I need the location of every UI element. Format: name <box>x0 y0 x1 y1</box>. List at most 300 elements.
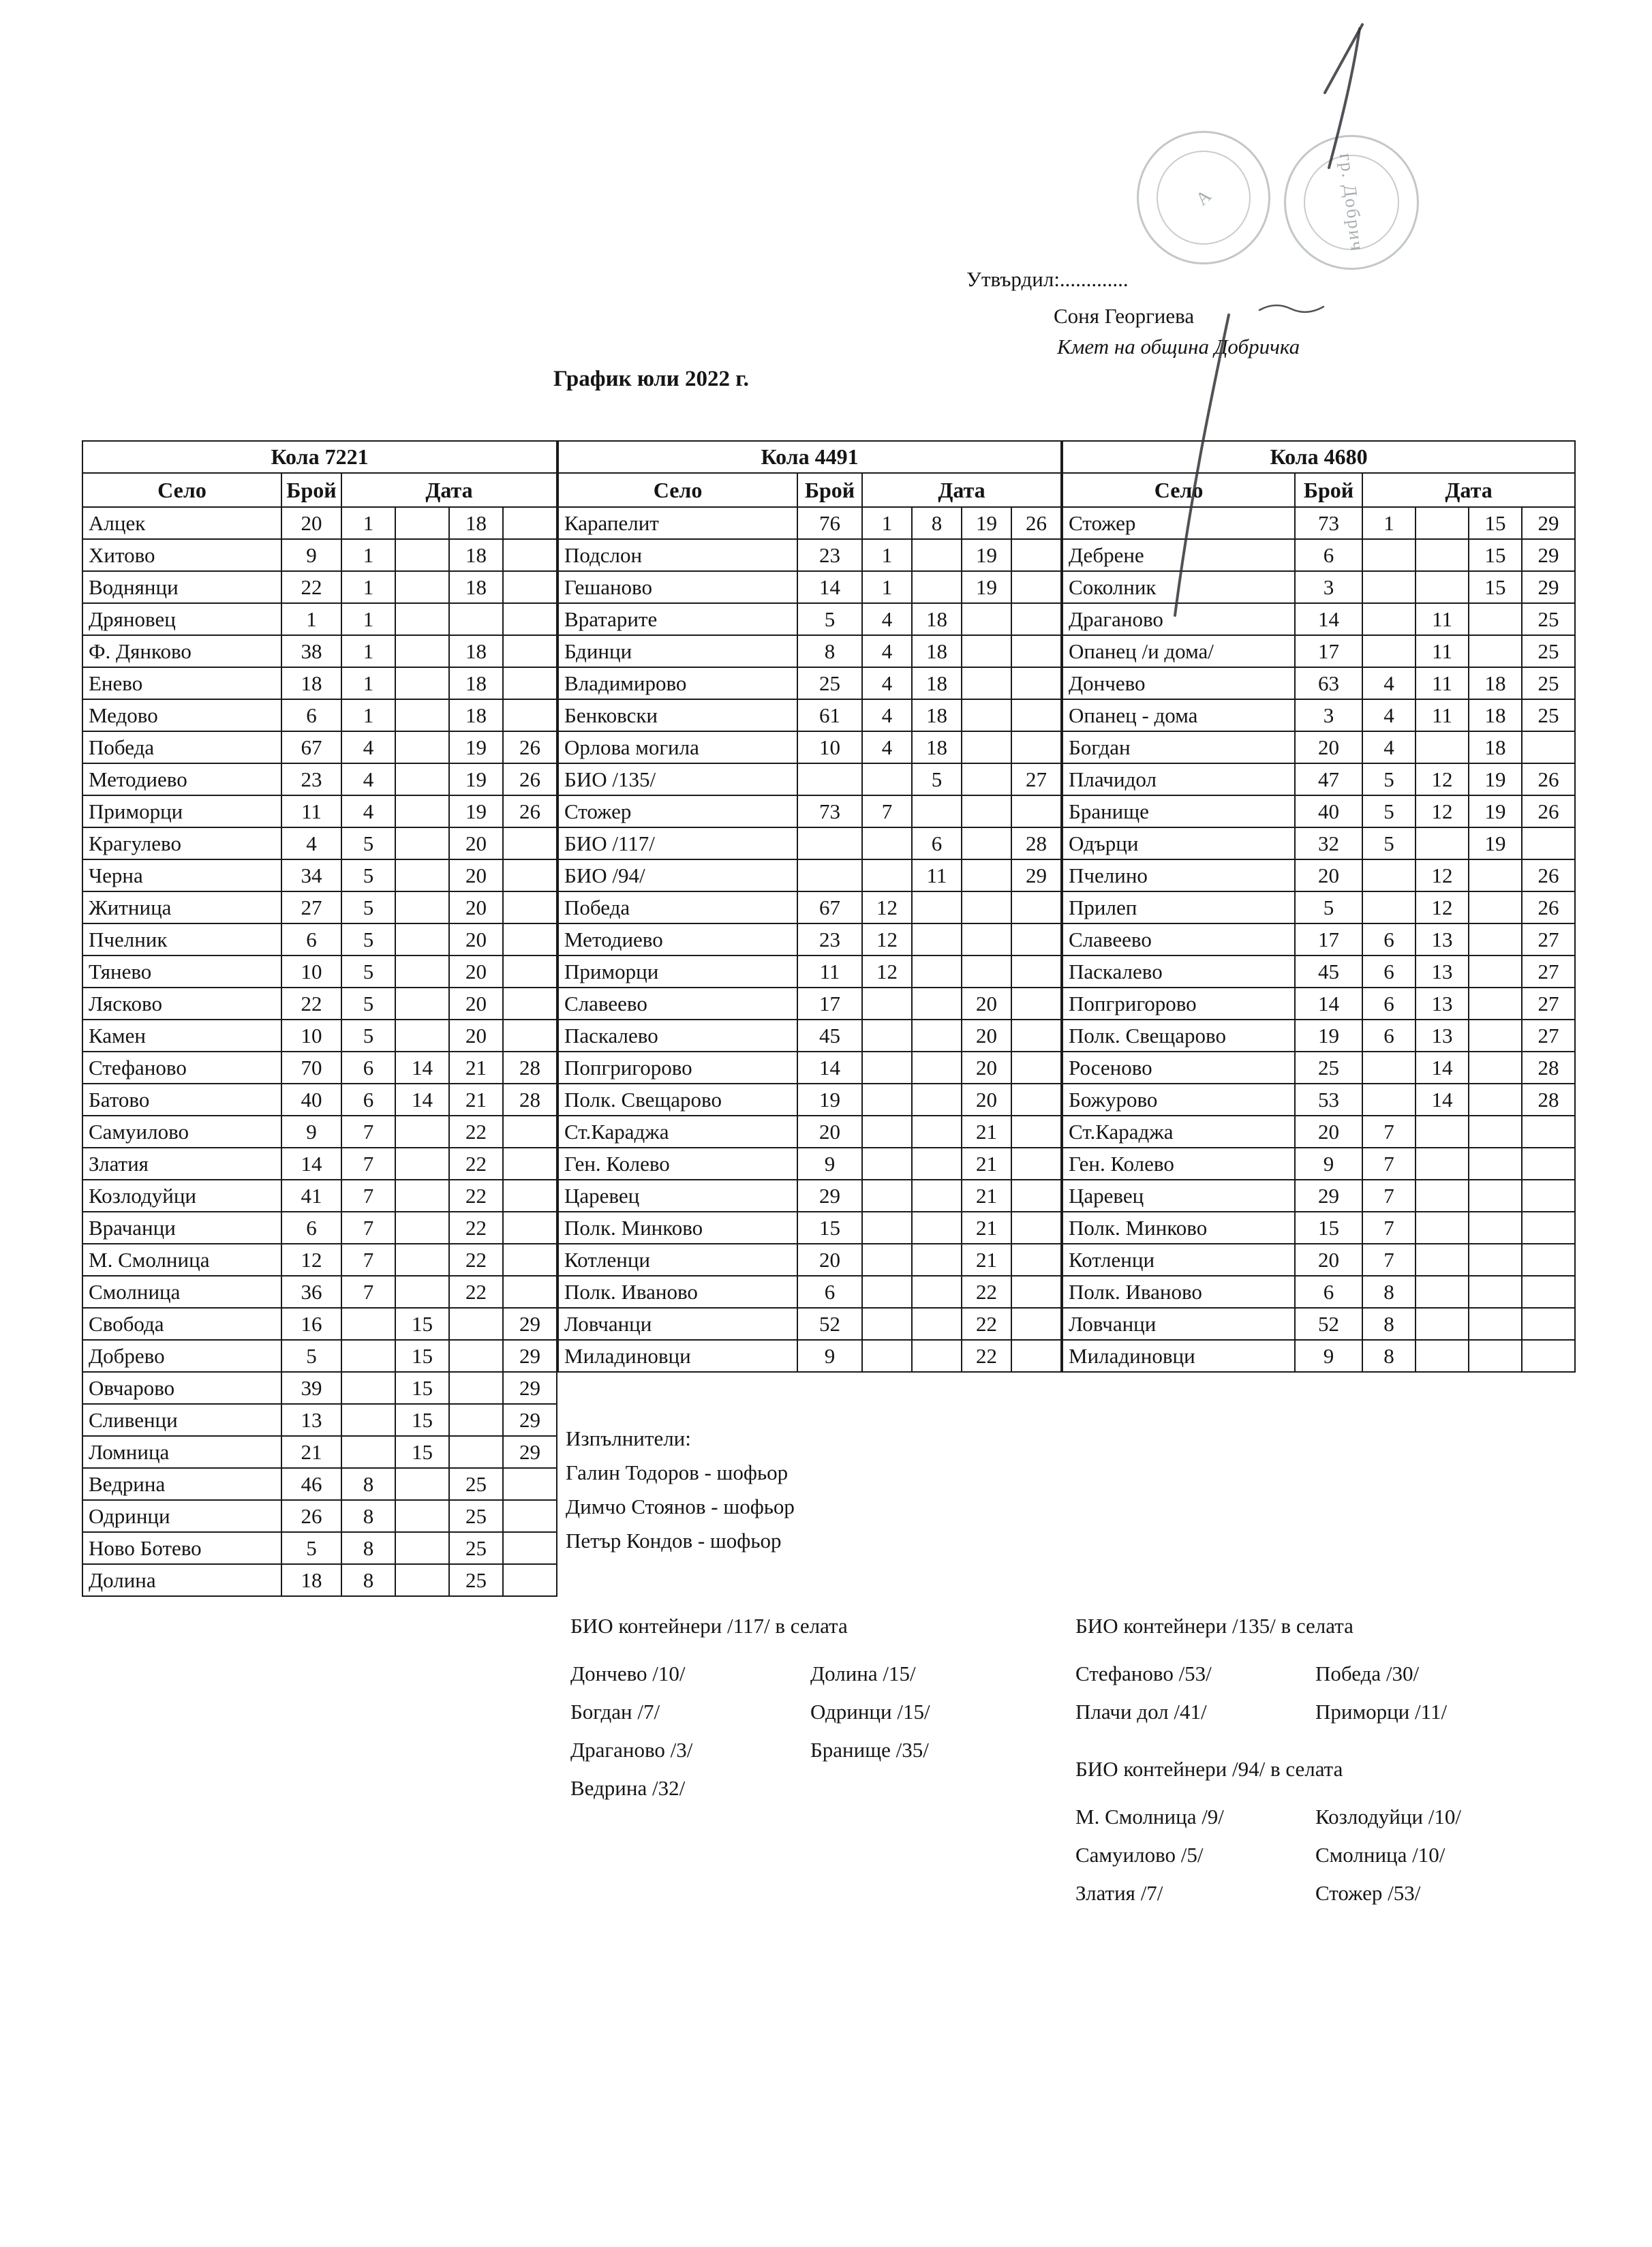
table-row <box>558 1084 1061 1116</box>
village-cell: Бдинци <box>558 635 797 667</box>
date-cell <box>449 1436 503 1468</box>
village-cell: Подслон <box>558 539 797 571</box>
count-cell: 10 <box>281 956 341 988</box>
table-row <box>82 1404 557 1436</box>
round-stamp-left <box>1137 131 1270 264</box>
date-cell: 18 <box>912 667 962 699</box>
date-cell: 21 <box>449 1084 503 1116</box>
stamp-left-text: А <box>1191 185 1215 210</box>
date-cell: 4 <box>1362 699 1416 731</box>
table-row <box>558 571 1061 603</box>
date-cell <box>1469 1052 1522 1084</box>
date-cell <box>1469 1020 1522 1052</box>
date-cell <box>912 1116 962 1148</box>
date-cell: 6 <box>1362 956 1416 988</box>
count-cell: 14 <box>797 571 862 603</box>
village-cell: Крагулево <box>82 827 281 859</box>
date-cell <box>1416 507 1469 539</box>
date-cell <box>862 1148 912 1180</box>
village-cell: Росеново <box>1062 1052 1295 1084</box>
bio-117-column-1 <box>570 1655 810 1807</box>
date-cell <box>395 827 449 859</box>
table-row <box>1062 699 1575 731</box>
village-cell: Драганово <box>1062 603 1295 635</box>
date-cell: 20 <box>962 1020 1011 1052</box>
date-cell: 20 <box>449 827 503 859</box>
executor-item: Димчо Стоянов - шофьор <box>566 1495 795 1518</box>
date-cell: 26 <box>1522 763 1575 795</box>
date-cell <box>395 1564 449 1596</box>
village-cell: Тянево <box>82 956 281 988</box>
date-cell: 4 <box>862 699 912 731</box>
date-cell: 18 <box>1469 731 1522 763</box>
table-row <box>558 603 1061 635</box>
count-cell: 23 <box>797 539 862 571</box>
count-cell: 18 <box>281 667 341 699</box>
village-cell: Добрево <box>82 1340 281 1372</box>
count-cell: 4 <box>281 827 341 859</box>
village-cell: Полк. Минково <box>1062 1212 1295 1244</box>
date-cell <box>962 731 1011 763</box>
date-cell: 19 <box>962 507 1011 539</box>
date-cell: 5 <box>341 1020 395 1052</box>
count-cell: 20 <box>1295 731 1362 763</box>
table-row <box>558 539 1061 571</box>
village-cell: Миладиновци <box>1062 1340 1295 1372</box>
count-cell: 17 <box>797 988 862 1020</box>
count-cell: 23 <box>281 763 341 795</box>
date-cell <box>449 1308 503 1340</box>
village-cell: Полк. Свещарово <box>558 1084 797 1116</box>
village-cell: Свобода <box>82 1308 281 1340</box>
date-cell <box>395 1116 449 1148</box>
table-row <box>82 1052 557 1084</box>
date-cell <box>1011 1212 1061 1244</box>
date-cell <box>395 507 449 539</box>
signature-flick-top <box>1325 25 1362 93</box>
date-cell: 13 <box>1416 988 1469 1020</box>
count-cell: 34 <box>281 859 341 891</box>
village-cell: Методиево <box>558 923 797 956</box>
date-cell: 7 <box>341 1244 395 1276</box>
date-cell <box>503 1148 557 1180</box>
date-cell: 12 <box>1416 795 1469 827</box>
date-cell: 4 <box>341 763 395 795</box>
date-cell: 14 <box>395 1052 449 1084</box>
date-cell: 1 <box>862 539 912 571</box>
date-cell <box>1469 1212 1522 1244</box>
village-cell: Орлова могила <box>558 731 797 763</box>
date-cell <box>1522 1148 1575 1180</box>
date-cell: 25 <box>449 1532 503 1564</box>
column-header-village: Село <box>558 473 797 507</box>
village-cell: БИО /94/ <box>558 859 797 891</box>
count-cell: 20 <box>797 1244 862 1276</box>
date-cell: 15 <box>395 1372 449 1404</box>
table-row <box>558 891 1061 923</box>
count-cell: 46 <box>281 1468 341 1500</box>
table-row <box>82 667 557 699</box>
date-cell: 21 <box>962 1116 1011 1148</box>
date-cell <box>1522 1180 1575 1212</box>
bio-village-item: Долина /15/ <box>810 1662 916 1685</box>
count-cell: 67 <box>797 891 862 923</box>
date-cell <box>1416 1148 1469 1180</box>
count-cell: 19 <box>797 1084 862 1116</box>
date-cell <box>962 956 1011 988</box>
date-cell <box>862 1084 912 1116</box>
count-cell: 8 <box>797 635 862 667</box>
date-cell <box>395 1532 449 1564</box>
date-cell <box>1522 731 1575 763</box>
date-cell <box>862 988 912 1020</box>
table-row <box>1062 1084 1575 1116</box>
date-cell: 5 <box>341 891 395 923</box>
date-cell: 18 <box>1469 667 1522 699</box>
bio-village-item: Бранище /35/ <box>810 1738 929 1762</box>
village-cell: Царевец <box>558 1180 797 1212</box>
village-cell: Смолница <box>82 1276 281 1308</box>
table-row <box>1062 1148 1575 1180</box>
village-cell: Стожер <box>1062 507 1295 539</box>
date-cell: 29 <box>503 1436 557 1468</box>
village-cell: Попгригорово <box>558 1052 797 1084</box>
table-row <box>558 507 1061 539</box>
date-cell <box>1011 1244 1061 1276</box>
bio-village-item: Стефаново /53/ <box>1075 1662 1212 1685</box>
table-row <box>1062 635 1575 667</box>
table-row <box>82 1148 557 1180</box>
village-cell: Методиево <box>82 763 281 795</box>
date-cell <box>1011 1340 1061 1372</box>
date-cell <box>1469 1084 1522 1116</box>
bio-village-item: Дончево /10/ <box>570 1662 686 1685</box>
bio-village-item: Одринци /15/ <box>810 1700 930 1724</box>
date-cell: 12 <box>862 891 912 923</box>
table-row <box>558 1212 1061 1244</box>
village-cell: Овчарово <box>82 1372 281 1404</box>
date-cell <box>1416 1276 1469 1308</box>
date-cell: 15 <box>395 1308 449 1340</box>
table-row <box>558 667 1061 699</box>
round-stamp-right <box>1284 135 1419 270</box>
date-cell <box>503 891 557 923</box>
date-cell: 14 <box>1416 1084 1469 1116</box>
count-cell: 70 <box>281 1052 341 1084</box>
date-cell <box>1416 1308 1469 1340</box>
date-cell <box>912 571 962 603</box>
date-cell: 19 <box>1469 795 1522 827</box>
table-row <box>1062 1052 1575 1084</box>
date-cell <box>1416 539 1469 571</box>
date-cell: 25 <box>1522 635 1575 667</box>
table-row <box>558 1276 1061 1308</box>
date-cell <box>912 923 962 956</box>
document-title: График юли 2022 г. <box>553 367 749 391</box>
date-cell: 4 <box>1362 667 1416 699</box>
date-cell <box>341 1436 395 1468</box>
date-cell <box>1522 1244 1575 1276</box>
table-row <box>82 1500 557 1532</box>
date-cell <box>395 988 449 1020</box>
village-cell: Славеево <box>558 988 797 1020</box>
date-cell: 19 <box>449 763 503 795</box>
count-cell: 20 <box>797 1116 862 1148</box>
date-cell <box>503 1020 557 1052</box>
table-row <box>1062 1340 1575 1372</box>
date-cell <box>503 1276 557 1308</box>
date-cell <box>1416 571 1469 603</box>
date-cell: 8 <box>1362 1308 1416 1340</box>
bio-section-94 <box>1075 1756 1461 1912</box>
bio-village-item: Ведрина /32/ <box>570 1776 686 1800</box>
date-cell: 25 <box>1522 603 1575 635</box>
date-cell: 19 <box>962 539 1011 571</box>
date-cell: 7 <box>341 1116 395 1148</box>
table-row <box>558 988 1061 1020</box>
village-cell: Житница <box>82 891 281 923</box>
date-cell: 26 <box>1522 859 1575 891</box>
count-cell: 61 <box>797 699 862 731</box>
village-cell: Опанец - дома <box>1062 699 1295 731</box>
date-cell <box>1011 1020 1061 1052</box>
signature-tilde <box>1259 305 1324 312</box>
count-cell: 15 <box>1295 1212 1362 1244</box>
count-cell: 9 <box>797 1148 862 1180</box>
date-cell <box>1011 699 1061 731</box>
table-row <box>558 1148 1061 1180</box>
table-row <box>82 891 557 923</box>
date-cell <box>395 1180 449 1212</box>
date-cell: 29 <box>503 1372 557 1404</box>
count-cell: 20 <box>281 507 341 539</box>
table-row <box>1062 956 1575 988</box>
date-cell <box>912 1212 962 1244</box>
count-cell: 14 <box>797 1052 862 1084</box>
village-cell: БИО /117/ <box>558 827 797 859</box>
date-cell: 4 <box>862 635 912 667</box>
count-cell: 6 <box>281 923 341 956</box>
date-cell <box>1469 923 1522 956</box>
date-cell: 27 <box>1522 923 1575 956</box>
village-cell: БИО /135/ <box>558 763 797 795</box>
date-cell <box>395 571 449 603</box>
village-cell: Сливенци <box>82 1404 281 1436</box>
date-cell: 18 <box>1469 699 1522 731</box>
date-cell: 19 <box>449 731 503 763</box>
date-cell: 26 <box>503 731 557 763</box>
date-cell <box>912 1020 962 1052</box>
date-cell: 15 <box>1469 507 1522 539</box>
date-cell <box>862 1340 912 1372</box>
date-cell: 20 <box>962 988 1011 1020</box>
date-cell <box>1522 1276 1575 1308</box>
count-cell: 67 <box>281 731 341 763</box>
date-cell: 8 <box>1362 1340 1416 1372</box>
count-cell: 20 <box>1295 1244 1362 1276</box>
table-row <box>82 859 557 891</box>
date-cell: 11 <box>1416 699 1469 731</box>
date-cell <box>862 1116 912 1148</box>
village-cell: Самуилово <box>82 1116 281 1148</box>
date-cell: 22 <box>449 1148 503 1180</box>
village-cell: Вратарите <box>558 603 797 635</box>
bio-village-item: Победа /30/ <box>1315 1662 1420 1685</box>
date-cell <box>1469 603 1522 635</box>
bio-village-item: Козлодуйци /10/ <box>1315 1805 1461 1829</box>
village-cell: Бенковски <box>558 699 797 731</box>
table-row <box>558 1180 1061 1212</box>
date-cell <box>1469 1340 1522 1372</box>
village-cell: Паскалево <box>558 1020 797 1052</box>
date-cell: 1 <box>862 571 912 603</box>
date-cell <box>1416 1212 1469 1244</box>
table-row <box>82 1116 557 1148</box>
village-cell: Ген. Колево <box>1062 1148 1295 1180</box>
date-cell <box>1362 1052 1416 1084</box>
count-cell: 14 <box>281 1148 341 1180</box>
table-row <box>1062 571 1575 603</box>
table-row <box>82 956 557 988</box>
table-row <box>1062 667 1575 699</box>
date-cell: 7 <box>341 1180 395 1212</box>
table-row <box>82 635 557 667</box>
count-cell <box>797 763 862 795</box>
date-cell: 4 <box>862 731 912 763</box>
date-cell: 13 <box>1416 956 1469 988</box>
table-row <box>1062 1212 1575 1244</box>
village-cell: Миладиновци <box>558 1340 797 1372</box>
count-cell: 38 <box>281 635 341 667</box>
date-cell <box>1469 859 1522 891</box>
date-cell <box>1416 1340 1469 1372</box>
village-cell: Дряновец <box>82 603 281 635</box>
date-cell <box>503 1532 557 1564</box>
count-cell: 5 <box>281 1532 341 1564</box>
schedule-table-kola-7221 <box>82 440 557 1597</box>
date-cell <box>862 1180 912 1212</box>
column-header-village: Село <box>1062 473 1295 507</box>
date-cell <box>341 1340 395 1372</box>
date-cell <box>1011 956 1061 988</box>
count-cell: 41 <box>281 1180 341 1212</box>
date-cell: 28 <box>1522 1084 1575 1116</box>
count-cell: 14 <box>1295 603 1362 635</box>
count-cell: 9 <box>281 539 341 571</box>
date-cell: 7 <box>1362 1212 1416 1244</box>
table-row <box>82 603 557 635</box>
date-cell <box>1469 891 1522 923</box>
date-cell <box>503 571 557 603</box>
village-cell: Дончево <box>1062 667 1295 699</box>
date-cell: 20 <box>449 988 503 1020</box>
bio-village-item: Златия /7/ <box>1075 1881 1163 1905</box>
date-cell <box>503 988 557 1020</box>
date-cell: 6 <box>341 1084 395 1116</box>
date-cell: 21 <box>449 1052 503 1084</box>
count-cell: 29 <box>797 1180 862 1212</box>
table-row <box>1062 859 1575 891</box>
date-cell: 29 <box>1522 507 1575 539</box>
date-cell: 1 <box>341 539 395 571</box>
bio-section-135-columns <box>1075 1655 1447 1731</box>
date-cell: 11 <box>1416 635 1469 667</box>
date-cell: 18 <box>912 699 962 731</box>
count-cell: 36 <box>281 1276 341 1308</box>
date-cell <box>962 891 1011 923</box>
count-cell <box>797 859 862 891</box>
village-cell: Богдан <box>1062 731 1295 763</box>
village-cell: Победа <box>558 891 797 923</box>
table-row <box>82 1372 557 1404</box>
table-row <box>1062 1276 1575 1308</box>
date-cell <box>862 1052 912 1084</box>
village-cell: Приморци <box>82 795 281 827</box>
village-cell: Медово <box>82 699 281 731</box>
bio-section-117 <box>570 1612 930 1807</box>
approver-title: Кмет на община Добричка <box>1057 335 1300 358</box>
village-cell: Бранище <box>1062 795 1295 827</box>
date-cell: 18 <box>912 603 962 635</box>
column-header-count: Брой <box>1295 473 1362 507</box>
bio-village-item: Плачи дол /41/ <box>1075 1700 1207 1724</box>
count-cell: 3 <box>1295 699 1362 731</box>
date-cell: 18 <box>912 635 962 667</box>
date-cell <box>912 1052 962 1084</box>
date-cell <box>962 667 1011 699</box>
date-cell: 29 <box>1522 539 1575 571</box>
village-cell: Пчелник <box>82 923 281 956</box>
village-cell: Паскалево <box>1062 956 1295 988</box>
date-cell <box>503 923 557 956</box>
date-cell <box>912 1276 962 1308</box>
date-cell: 7 <box>341 1148 395 1180</box>
date-cell: 11 <box>1416 603 1469 635</box>
table-row <box>82 1468 557 1500</box>
table-row <box>82 1564 557 1596</box>
column-header-date: Дата <box>862 473 1061 507</box>
date-cell <box>912 1308 962 1340</box>
table-row <box>1062 923 1575 956</box>
village-cell: Соколник <box>1062 571 1295 603</box>
date-cell <box>1416 827 1469 859</box>
date-cell <box>912 891 962 923</box>
date-cell: 21 <box>962 1148 1011 1180</box>
date-cell <box>1011 1276 1061 1308</box>
village-cell: Карапелит <box>558 507 797 539</box>
table-row <box>82 1020 557 1052</box>
table-row <box>558 635 1061 667</box>
date-cell: 21 <box>962 1244 1011 1276</box>
village-cell: Долина <box>82 1564 281 1596</box>
bio-94-column-1 <box>1075 1798 1315 1912</box>
date-cell: 13 <box>1416 1020 1469 1052</box>
date-cell: 7 <box>341 1276 395 1308</box>
count-cell: 5 <box>1295 891 1362 923</box>
table-row <box>1062 539 1575 571</box>
date-cell: 5 <box>341 988 395 1020</box>
count-cell: 15 <box>797 1212 862 1244</box>
village-cell: Ловчанци <box>558 1308 797 1340</box>
table-row <box>558 923 1061 956</box>
table-row <box>1062 795 1575 827</box>
date-cell <box>503 1244 557 1276</box>
date-cell <box>1469 1148 1522 1180</box>
date-cell <box>912 1084 962 1116</box>
date-cell <box>1011 1084 1061 1116</box>
date-cell: 8 <box>341 1468 395 1500</box>
date-cell <box>1011 795 1061 827</box>
